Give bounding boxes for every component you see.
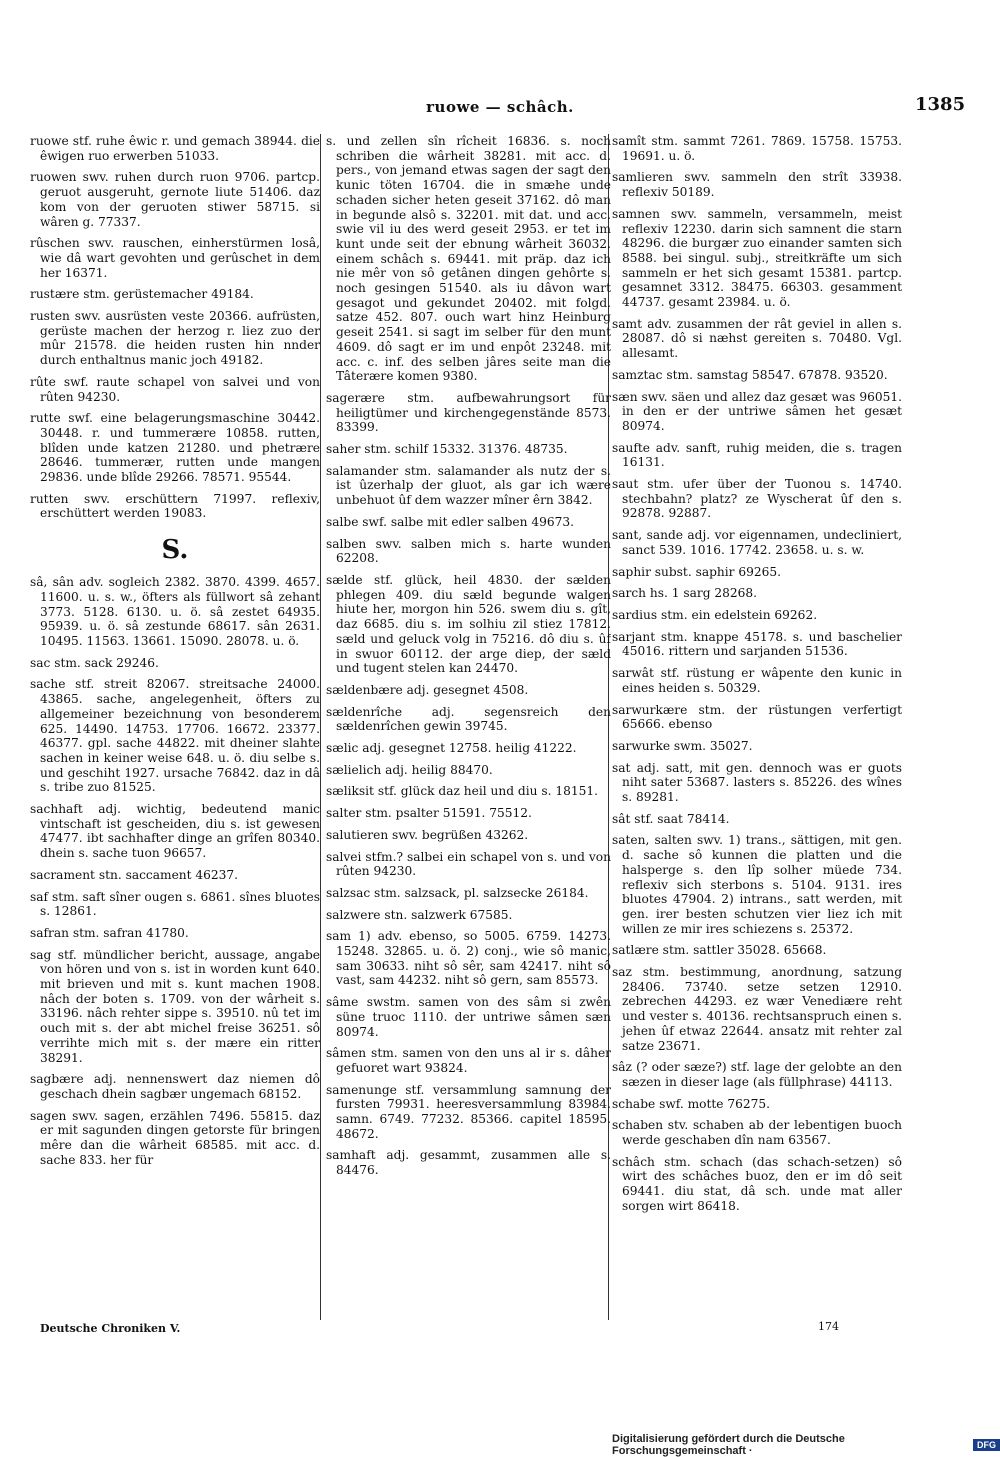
page-number: 1385	[915, 94, 966, 115]
dictionary-entry: sac stm. sack 29246.	[30, 655, 159, 670]
dictionary-entry: salbe swf. salbe mit edler salben 49673.	[326, 514, 574, 529]
dictionary-entry: salzwere stn. salzwerk 67585.	[326, 907, 513, 922]
dictionary-entry: salben swv. salben mich s. harte wunden 62208.	[326, 536, 611, 566]
dictionary-entry: salvei stfm.? salbei ein schapel von s. und von rûten 94230.	[326, 849, 611, 879]
dictionary-entry: salamander stm. salamander als nutz der s. ist ûzerhalp der gluot, als gar ich wære unbehuot ûf dem wazzer mîner êrn 3842.	[326, 463, 611, 508]
dictionary-entry: rutte swf. eine belagerungsmaschine 30442. 30448. r. und tummerære 10858. rutten, blîden unde katzen 21280. und phetrære 28646. tummerær, rutten unde mangen 29836. unde blîde 29266. 78571. 95544.	[30, 411, 320, 485]
dictionary-entry: saufte adv. sanft, ruhig meiden, die s. tragen 16131.	[612, 440, 902, 470]
dictionary-entry: sælde stf. glück, heil 4830. der sælden phlegen 409. diu sæld begunde walgen hiute her, morgon hin 526. swem diu s. gît, daz 6685. diu s. im solhiu zil stiez 17812. sæld und geluck volg in 75216. dô diu s. ûf in swuor 60112. der arge diep, der sæld und tugent stelen kan 24470.	[326, 572, 611, 676]
dictionary-entry: saz stm. bestimmung, anordnung, satzung 28406. 73740. setze setzen 12910. zebrechen 44293. ez wær Venediære reht und vester s. 40136. rechtsanspruch einen s. jehen ûf etwaz 22644. ansatz mit rehter zal satze 23671.	[612, 965, 902, 1053]
footer-series-title: Deutsche Chroniken V.	[40, 1322, 181, 1335]
dictionary-entry: samenunge stf. versammlung samnung der fursten 79931. heeresversammlung 83984. samn. 6749. 77232. 85366. capitel 18595. 48672.	[326, 1082, 611, 1141]
dictionary-entry: sat adj. satt, mit gen. dennoch was er guots niht sater 53687. lasters s. 85226. des wînes s. 89281.	[612, 760, 902, 805]
dictionary-entry: samît stm. sammt 7261. 7869. 15758. 15753. 19691. u. ö.	[612, 134, 902, 163]
column-2	[326, 134, 611, 1320]
dictionary-entry: salter stm. psalter 51591. 75512.	[326, 806, 532, 821]
dictionary-entry: sarwurke swm. 35027.	[612, 738, 753, 753]
dictionary-entry: ruowe stf. ruhe êwic r. und gemach 38944. die êwigen ruo erwerben 51033.	[30, 134, 320, 163]
dfg-logo: DFG	[973, 1439, 1000, 1451]
dictionary-entry: sældenrîche adj. segensreich den sældenrîchen gewin 39745.	[326, 704, 611, 734]
column-3	[612, 134, 902, 1320]
dictionary-entry: schabe swf. motte 76275.	[612, 1096, 771, 1111]
dictionary-entry: sâ, sân adv. sogleich 2382. 3870. 4399. 4657. 11600. u. s. w., öfters als füllwort sâ zehant 3773. 5128. 6130. u. ö. sâ zestet 64935. 95939. u. ö. sâ zestunde 68617. sân 2631. 10495. 11563. 13661. 15090. 28078. u. ö.	[30, 575, 320, 648]
dictionary-entry: schâch stm. schach (das schach-setzen) sô wirt des schâches buoz, den er im dô seit 69441. diu stat, dâ sch. unde mat aller sorgen wirt 86418.	[612, 1154, 902, 1213]
dictionary-entry: s. und zellen sîn rîcheit 16836. s. noch schriben die wârheit 38281. mit acc. d. pers., von jemand etwas sagen der sagt den kunic töten 16704. die in smæhe unde schaden sicher heten geseit 37162. dô man in begunde alsô s. 32201. mit dat. und acc. swie vil iu des werd geseit 2953. er tet im kunt unde seit der ebnung wârheit 36032. einem schâch s. 69441. mit präp. daz ich nie mêr von sô getânen dingen gehôrte s. noch gesingen 51540. als iu dâvon wart gesagot und gekundet 20402. mit folgd. satze 452. 807. ouch wart hinz Heinburg geseit 2541. si sagt im selber für den munt 4609. dô sagt er im und enpôt 23248. mit acc. c. inf. des selben jâres seite man die Tâterære komen 9380.	[326, 134, 611, 384]
dictionary-entry: sâme swstm. samen von des sâm si zwên süne truoc 1110. der untriwe sâmen sæn 80974.	[326, 995, 611, 1039]
dictionary-entry: sarjant stm. knappe 45178. s. und baschelier 45016. rittern und sarjanden 51536.	[612, 629, 902, 659]
dictionary-entry: salutieren swv. begrüßen 43262.	[326, 827, 529, 842]
dictionary-entry: sagbære adj. nennenswert daz niemen dô geschach dhein sagbær ungemach 68152.	[30, 1072, 320, 1101]
dictionary-entry: saher stm. schilf 15332. 31376. 48735.	[326, 442, 568, 457]
dictionary-entry: samztac stm. samstag 58547. 67878. 93520.	[612, 367, 888, 382]
dictionary-entry: samlieren swv. sammeln den strît 33938. reflexiv 50189.	[612, 170, 902, 200]
dictionary-entry: sâz (? oder sæze?) stf. lage der gelobte an den sæzen in dieser lage (als füllphrase) 44113.	[612, 1060, 902, 1089]
running-title: ruowe — schâch.	[426, 98, 574, 116]
dictionary-entry: schaben stv. schaben ab der lebentigen buoch werde geschaben dîn nam 63567.	[612, 1118, 902, 1148]
dictionary-entry: sache stf. streit 82067. streitsache 24000. 43865. sache, angelegenheit, öfters zu allgemeiner bezeichnung von besonderem 625. 14490. 14753. 17706. 16672. 23377. 46377. gpl. sache 44822. mit dheiner slahte sachen in keiner weise 648. u. ö. diu selbe s. und geschiht 1927. ursache 76842. daz in dâ s. tribe zuo 81525.	[30, 677, 320, 795]
dictionary-entry: sagerære stm. aufbewahrungsort für heiligtümer und kirchengegenstände 8573. 83399.	[326, 390, 611, 435]
dictionary-entry: satlære stm. sattler 35028. 65668.	[612, 943, 827, 958]
dictionary-entry: sælic adj. gesegnet 12758. heilig 41222.	[326, 741, 577, 756]
dictionary-entry: sât stf. saat 78414.	[612, 811, 730, 826]
dictionary-entry: sachhaft adj. wichtig, bedeutend manic vintschaft ist gescheiden, diu s. ist gewesen 47477. ibt sachhafter dinge an grîfen 80340. dhein s. sache tuon 96657.	[30, 802, 320, 861]
dictionary-entry: sæliksit stf. glück daz heil und diu s. 18151.	[326, 784, 598, 799]
dictionary-entry: sarwât stf. rüstung er wâpente den kunic in eines heiden s. 50329.	[612, 666, 902, 695]
dictionary-entry: samnen swv. sammeln, versammeln, meist reflexiv 12230. darin sich samnent die starn 48296. die burgær zuo einander samten sich 8588. bei singul. subj., streitkräfte um sich sammeln er het sich gesamt 15381. partcp. gesamnet 3312. 38475. 66303. gesamment 44737. gesamt 23984. u. ö.	[612, 206, 902, 310]
dictionary-entry: rutten swv. erschüttern 71997. reflexiv, erschüttert werden 19083.	[30, 491, 320, 521]
dictionary-entry: saf stm. saft sîner ougen s. 6861. sînes bluotes s. 12861.	[30, 889, 320, 919]
dictionary-entry: sælielich adj. heilig 88470.	[326, 762, 493, 777]
dictionary-entry: rusten swv. ausrüsten veste 20366. aufrüsten, gerüste machen der herzog r. liez zuo der mûr 21578. die heiden rusten hin nnder durch enthaltnus manic joch 49182.	[30, 309, 320, 368]
dictionary-entry: sældenbære adj. gesegnet 4508.	[326, 682, 529, 697]
funding-text: Digitalisierung gefördert durch die Deutsche Forschungsgemeinschaft ·	[612, 1433, 845, 1457]
dictionary-entry: samt adv. zusammen der rât geviel in allen s. 28087. dô si næhst gereiten s. 70480. Vgl. allesamt.	[612, 316, 902, 361]
dictionary-entry: rustære stm. gerüstemacher 49184.	[30, 287, 254, 302]
dictionary-entry: sagen swv. sagen, erzählen 7496. 55815. daz er mit sagunden dingen getorste für bringen mêre dan die wârheit 68585. mit acc. d. sache 833. her für	[30, 1108, 320, 1167]
dictionary-entry: sag stf. mündlicher bericht, aussage, angabe von hören und von s. ist in worden kunt 640. mit brieven und mit s. kunt machen 1908. nâch der boten s. 1709. von der wârheit s. 33196. nâch rehter sippe s. 39510. nû tet im ouch mit s. der abt michel freise 36251. sô verrihte mich mit s. der mære ein ritter 38291.	[30, 947, 320, 1065]
dictionary-entry: sarwurkære stm. der rüstungen verfertigt 65666. ebenso	[612, 702, 902, 732]
dictionary-entry: sardius stm. ein edelstein 69262.	[612, 607, 818, 622]
dictionary-entry: saphir subst. saphir 69265.	[612, 564, 781, 579]
section-letter: S.	[161, 535, 189, 566]
funding-note	[612, 1433, 1000, 1457]
dictionary-entry: sæn swv. säen und allez daz gesæt was 96051. in den er der untriwe sâmen het gesæt 80974.	[612, 389, 902, 433]
dictionary-entry: safran stm. safran 41780.	[30, 925, 189, 940]
dictionary-entry: samhaft adj. gesammt, zusammen alle s. 84476.	[326, 1148, 611, 1178]
dictionary-entry: ruowen swv. ruhen durch ruon 9706. partcp. geruot ausgeruht, gernote liute 51406. daz kom von der geruoten stiwer 58715. si wâren g. 77337.	[30, 170, 320, 229]
dictionary-entry: sam 1) adv. ebenso, so 5005. 6759. 14273. 15248. 32865. u. ö. 2) conj., wie sô manic, sam 30633. niht sô sêr, sam 42417. niht sô vast, sam 44232. niht sô gern, sam 85573.	[326, 929, 611, 988]
dictionary-entry: rûschen swv. rauschen, einherstürmen losâ, wie dâ wart gevohten und gerûschet in dem her 16371.	[30, 236, 320, 280]
dictionary-entry: sant, sande adj. vor eigennamen, undecliniert, sanct 539. 1016. 17742. 23658. u. s. w.	[612, 528, 902, 557]
column-1	[30, 134, 320, 1320]
column-divider	[320, 134, 321, 1320]
dictionary-entry: saten, salten swv. 1) trans., sättigen, mit gen. d. sache sô kunnen die platten und die halsperge s. den lîp solher müede 734. reflexiv sich sterbons s. 5104. 9131. ires bluotes 47904. 2) intrans., satt werden, mit gen. irer besten schutzen vier liez ich mit willen ze mir ires schiezens s. 25372.	[612, 833, 902, 936]
dictionary-entry: rûte swf. raute schapel von salvei und von rûten 94230.	[30, 374, 320, 404]
dictionary-entry: sâmen stm. samen von den uns al ir s. dâher gefuoret wart 93824.	[326, 1046, 611, 1075]
footer-sheet-number: 174	[818, 1320, 839, 1333]
dictionary-entry: sacrament stn. saccament 46237.	[30, 867, 239, 882]
dictionary-entry: sarch hs. 1 sarg 28268.	[612, 586, 758, 601]
dictionary-entry: saut stm. ufer über der Tuonou s. 14740. stechbahn? platz? ze Wyscherat ûf den s. 92878. 92887.	[612, 477, 902, 521]
dictionary-entry: salzsac stm. salzsack, pl. salzsecke 26184.	[326, 885, 589, 900]
